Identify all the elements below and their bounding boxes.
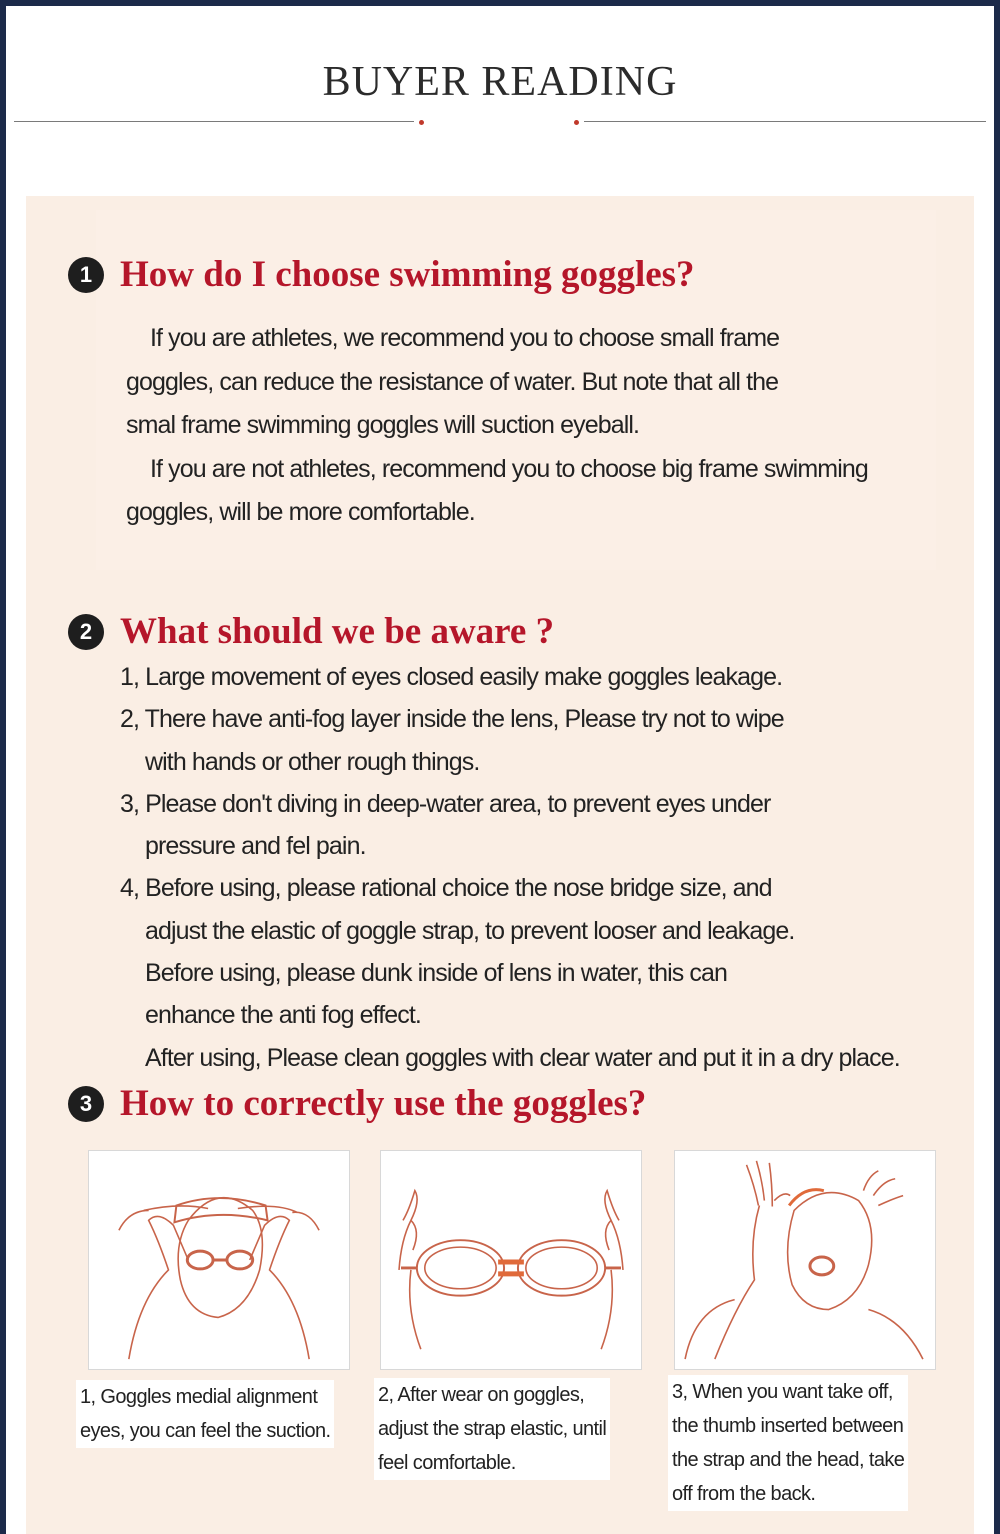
section1-line: goggles, will be more comfortable. [126, 498, 475, 526]
section2-line: enhance the anti fog effect. [145, 1001, 421, 1030]
step1-caption-line: 1, Goggles medial alignment [80, 1386, 318, 1408]
section1-number-badge: 1 [68, 257, 104, 293]
section2-list [120, 656, 900, 1079]
section1-heading-text: How do I choose swimming goggles? [120, 254, 695, 295]
section2-line: 2, There have anti-fog layer inside the lens, Please try not to wipe [120, 705, 784, 734]
step2-caption [374, 1378, 610, 1480]
section3-number-badge: 3 [68, 1086, 104, 1122]
section2-line: Before using, please dunk inside of lens in water, this can [145, 959, 728, 988]
divider-dot-left [419, 120, 424, 125]
section2-line: 1, Large movement of eyes closed easily make goggles leakage. [120, 663, 783, 691]
section1-line: smal frame swimming goggles will suction eyeball. [126, 411, 640, 439]
step3-caption [668, 1375, 908, 1511]
divider-dot-right [574, 120, 579, 125]
step1-caption [76, 1380, 334, 1448]
section3-heading [68, 1082, 646, 1125]
title-divider-right [584, 121, 986, 122]
step3-caption-line: the strap and the head, take [672, 1449, 905, 1471]
section2-number-badge: 2 [68, 614, 104, 650]
section1-heading [68, 253, 695, 296]
section2-heading-text: What should we be aware ? [120, 611, 555, 652]
section1-line: If you are athletes, we recommend you to choose small frame [150, 324, 780, 352]
section1-body [126, 317, 868, 535]
step3-caption-line: the thumb inserted between [672, 1415, 904, 1437]
section1-line: If you are not athletes, recommend you to choose big frame swimming [150, 454, 868, 483]
goggles-wear-illustration [88, 1150, 350, 1370]
section1-line: goggles, can reduce the resistance of water. But note that all the [126, 367, 779, 396]
section2-line: with hands or other rough things. [145, 747, 480, 776]
section2-line: adjust the elastic of goggle strap, to prevent looser and leakage. [145, 916, 795, 945]
goggles-remove-illustration [674, 1150, 936, 1370]
step1-caption-line: eyes, you can feel the suction. [80, 1420, 331, 1442]
section2-heading [68, 610, 554, 653]
section2-line: pressure and fel pain. [145, 832, 366, 861]
section2-line: After using, Please clean goggles with clear water and put it in a dry place. [145, 1043, 900, 1072]
step3-caption-line: off from the back. [672, 1483, 816, 1505]
step2-caption-line: 2, After wear on goggles, [378, 1384, 585, 1406]
section2-line: 4, Before using, please rational choice the nose bridge size, and [120, 874, 772, 903]
page-title: BUYER READING [322, 59, 678, 105]
goggles-strap-illustration [380, 1150, 642, 1370]
section2-line: 3, Please don't diving in deep-water area, to prevent eyes under [120, 789, 771, 818]
section3-heading-text: How to correctly use the goggles? [120, 1083, 647, 1124]
step2-caption-line: adjust the strap elastic, until [378, 1418, 607, 1440]
step3-caption-line: 3, When you want take off, [672, 1381, 893, 1403]
title-divider-left [14, 121, 414, 122]
step2-caption-line: feel comfortable. [378, 1452, 516, 1474]
